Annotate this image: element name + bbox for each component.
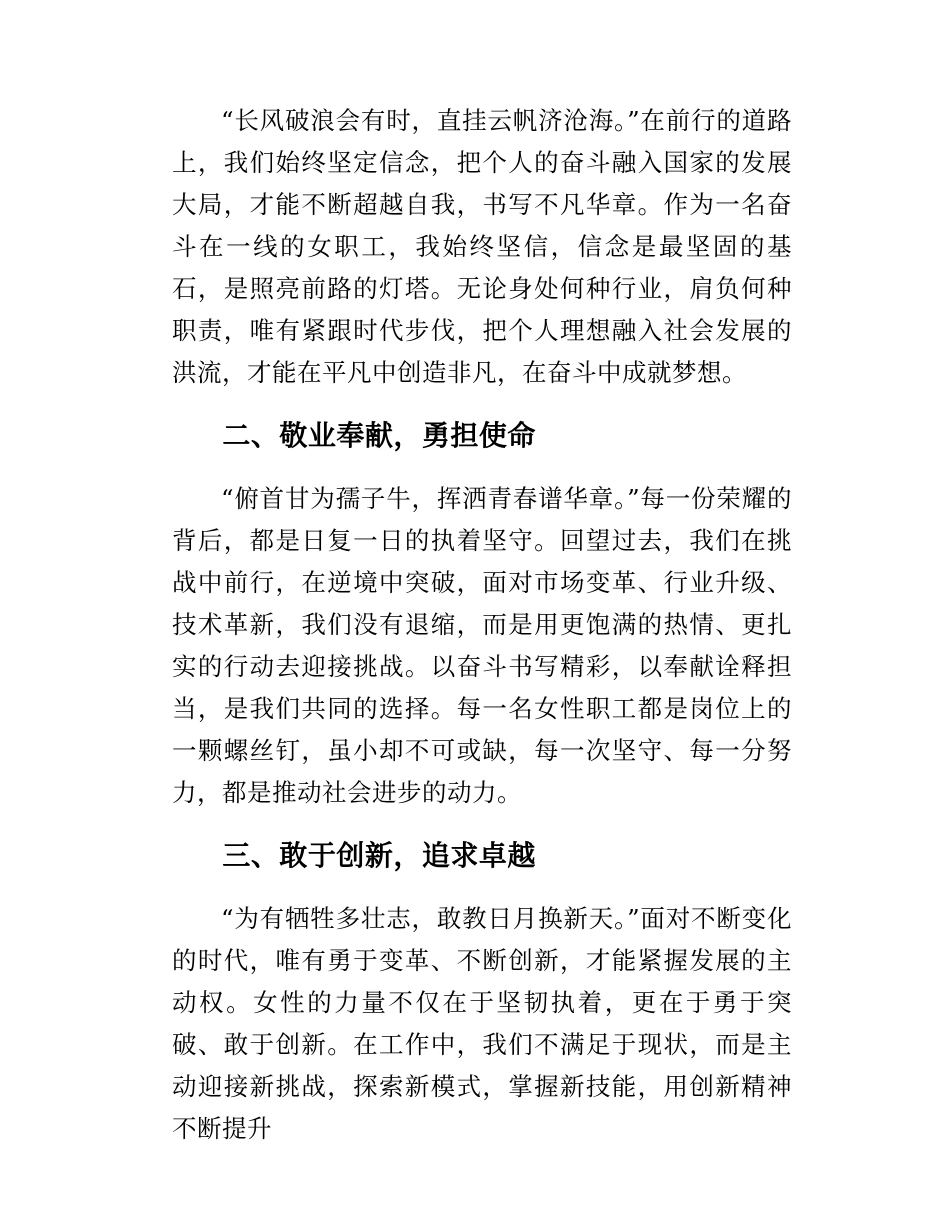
body-paragraph-1: “长风破浪会有时，直挂云帆济沧海。”在前行的道路上，我们始终坚定信念，把个人的奋斗融入国家的发展大局，才能不断超越自我，书写不凡华章。作为一名奋斗在一线的女职工，我始终坚信，信念是最坚固的基石，是照亮前路的灯塔。无论身处何种行业，肩负何种职责，唯有紧跟时代步伐，把个人理想融入社会发展的洪流，才能在平凡中创造非凡，在奋斗中成就梦想。 [172,106,792,387]
section-heading-3: 三、敢于创新，追求卓越 [222,839,536,872]
body-paragraph-2: “俯首甘为孺子牛，挥洒青春谱华章。”每一份荣耀的背后，都是日复一日的执着坚守。回望过去，我们在挑战中前行，在逆境中突破，面对市场变革、行业升级、技术革新，我们没有退缩，而是用更饱满的热情、更扎实的行动去迎接挑战。以奋斗书写精彩，以奉献诠释担当，是我们共同的选择。每一名女性职工都是岗位上的一颗螺丝钉，虽小却不可或缺，每一次坚守、每一分努力，都是推动社会进步的动力。 [172,484,792,807]
body-paragraph-3: “为有牺牲多壮志，敢教日月换新天。”面对不断变化的时代，唯有勇于变革、不断创新，才能紧握发展的主动权。女性的力量不仅在于坚韧执着，更在于勇于突破、敢于创新。在工作中，我们不满足于现状，而是主动迎接新挑战，探索新模式，掌握新技能，用创新精神不断提升 [172,904,792,1143]
section-heading-2: 二、敬业奉献，勇担使命 [222,419,536,452]
